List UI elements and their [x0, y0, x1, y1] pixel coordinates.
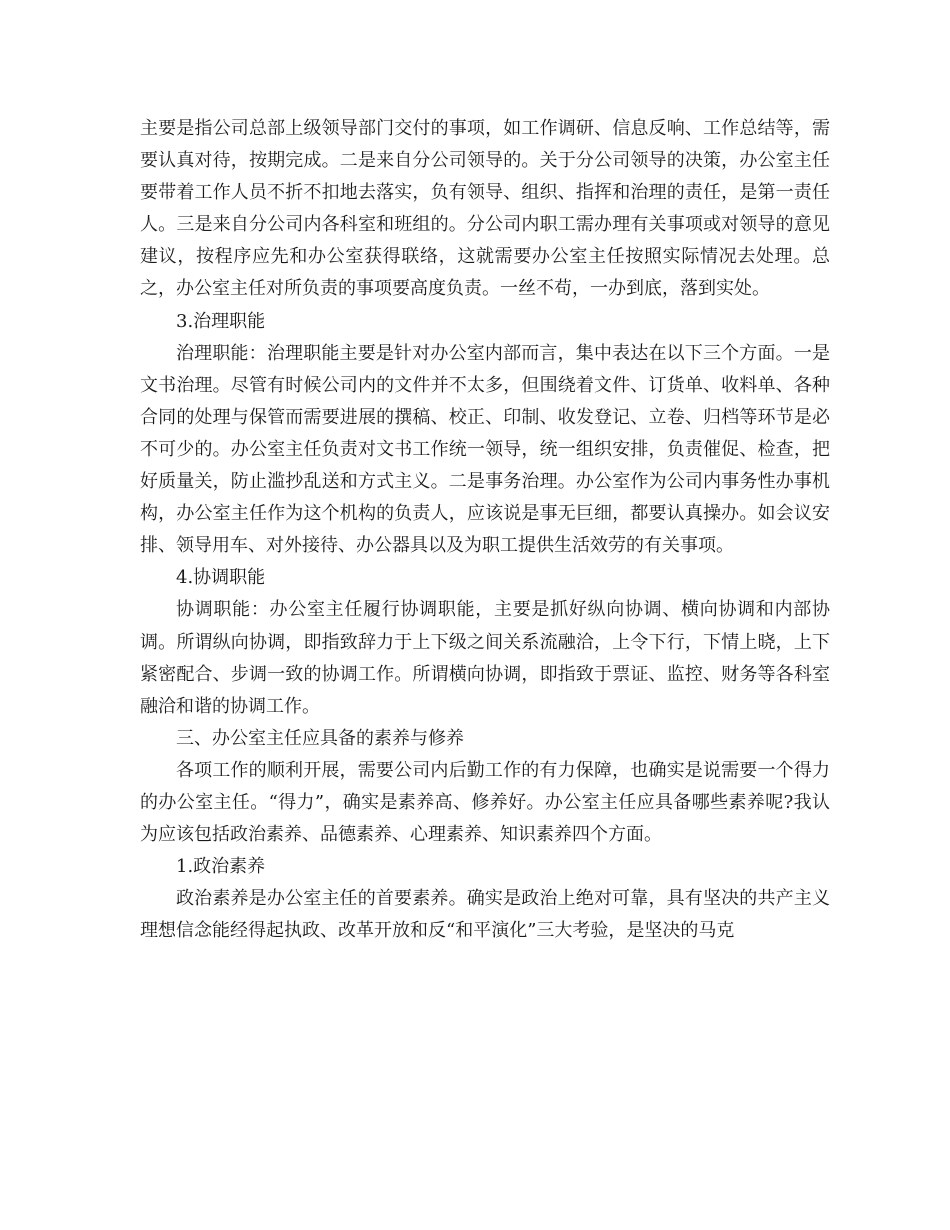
paragraph-management-function: 治理职能：治理职能主要是针对办公室内部而言，集中表达在以下三个方面。一是文书治理。尽管有时候公司内的文件并不太多，但围绕着文件、订货单、收料单、各种合同的处理与保管而需要进展的撰稿、校正、印制、收发登记、立卷、归档等环节是必不可少的。办公室主任负责对文书工作统一领导，统一组织安排，负责催促、检查，把好质量关，防止滥抄乱送和方式主义。二是事务治理。办公室作为公司内事务性办事机构，办公室主任作为这个机构的负责人，应该说是事无巨细，都要认真操办。如会议安排、领导用车、对外接待、办公器具以及为职工提供生活效劳的有关事项。 — [140, 342, 830, 557]
paragraph-duties-continued: 主要是指公司总部上级领导部门交付的事项，如工作调研、信息反响、工作总结等，需要认真对待，按期完成。二是来自分公司领导的。关于分公司领导的决策，办公室主任要带着工作人员不折不扣地去落实，负有领导、组织、指挥和治理的责任，是第一责任人。三是来自分公司内各科室和班组的。分公司内职工需办理有关事项或对领导的意见建议，按程序应先和办公室获得联络，这就需要办公室主任按照实际情况去处理。总之，办公室主任对所负责的事项要高度负责。一丝不苟，一办到底，落到实处。 — [140, 118, 830, 300]
paragraph-coordination-function: 协调职能：办公室主任履行协调职能，主要是抓好纵向协调、横向协调和内部协调。所谓纵向协调，即指致辞力于上下级之间关系流融洽，上令下行，下情上晓，上下紧密配合、步调一致的协调工作。所谓横向协调，即指致于票证、监控、财务等各科室融洽和谐的协调工作。 — [140, 599, 830, 717]
heading-political-quality: 1.政治素养 — [176, 856, 266, 878]
heading-management-function: 3.治理职能 — [176, 310, 266, 332]
paragraph-political-quality: 政治素养是办公室主任的首要素养。确实是政治上绝对可靠，具有坚决的共产主义理想信念能经得起执政、改革开放和反“和平演化”三大考验，是坚决的马克 — [140, 888, 830, 942]
heading-section-three: 三、办公室主任应具备的素养与修养 — [176, 727, 464, 749]
heading-coordination-function: 4.协调职能 — [176, 567, 266, 589]
document-body — [140, 113, 830, 947]
paragraph-qualities-intro: 各项工作的顺利开展，需要公司内后勤工作的有力保障，也确实是说需要一个得力的办公室主任。“得力”，确实是素养高、修养好。办公室主任应具备哪些素养呢?我认为应该包括政治素养、品德素养、心理素养、知识素养四个方面。 — [140, 759, 830, 846]
